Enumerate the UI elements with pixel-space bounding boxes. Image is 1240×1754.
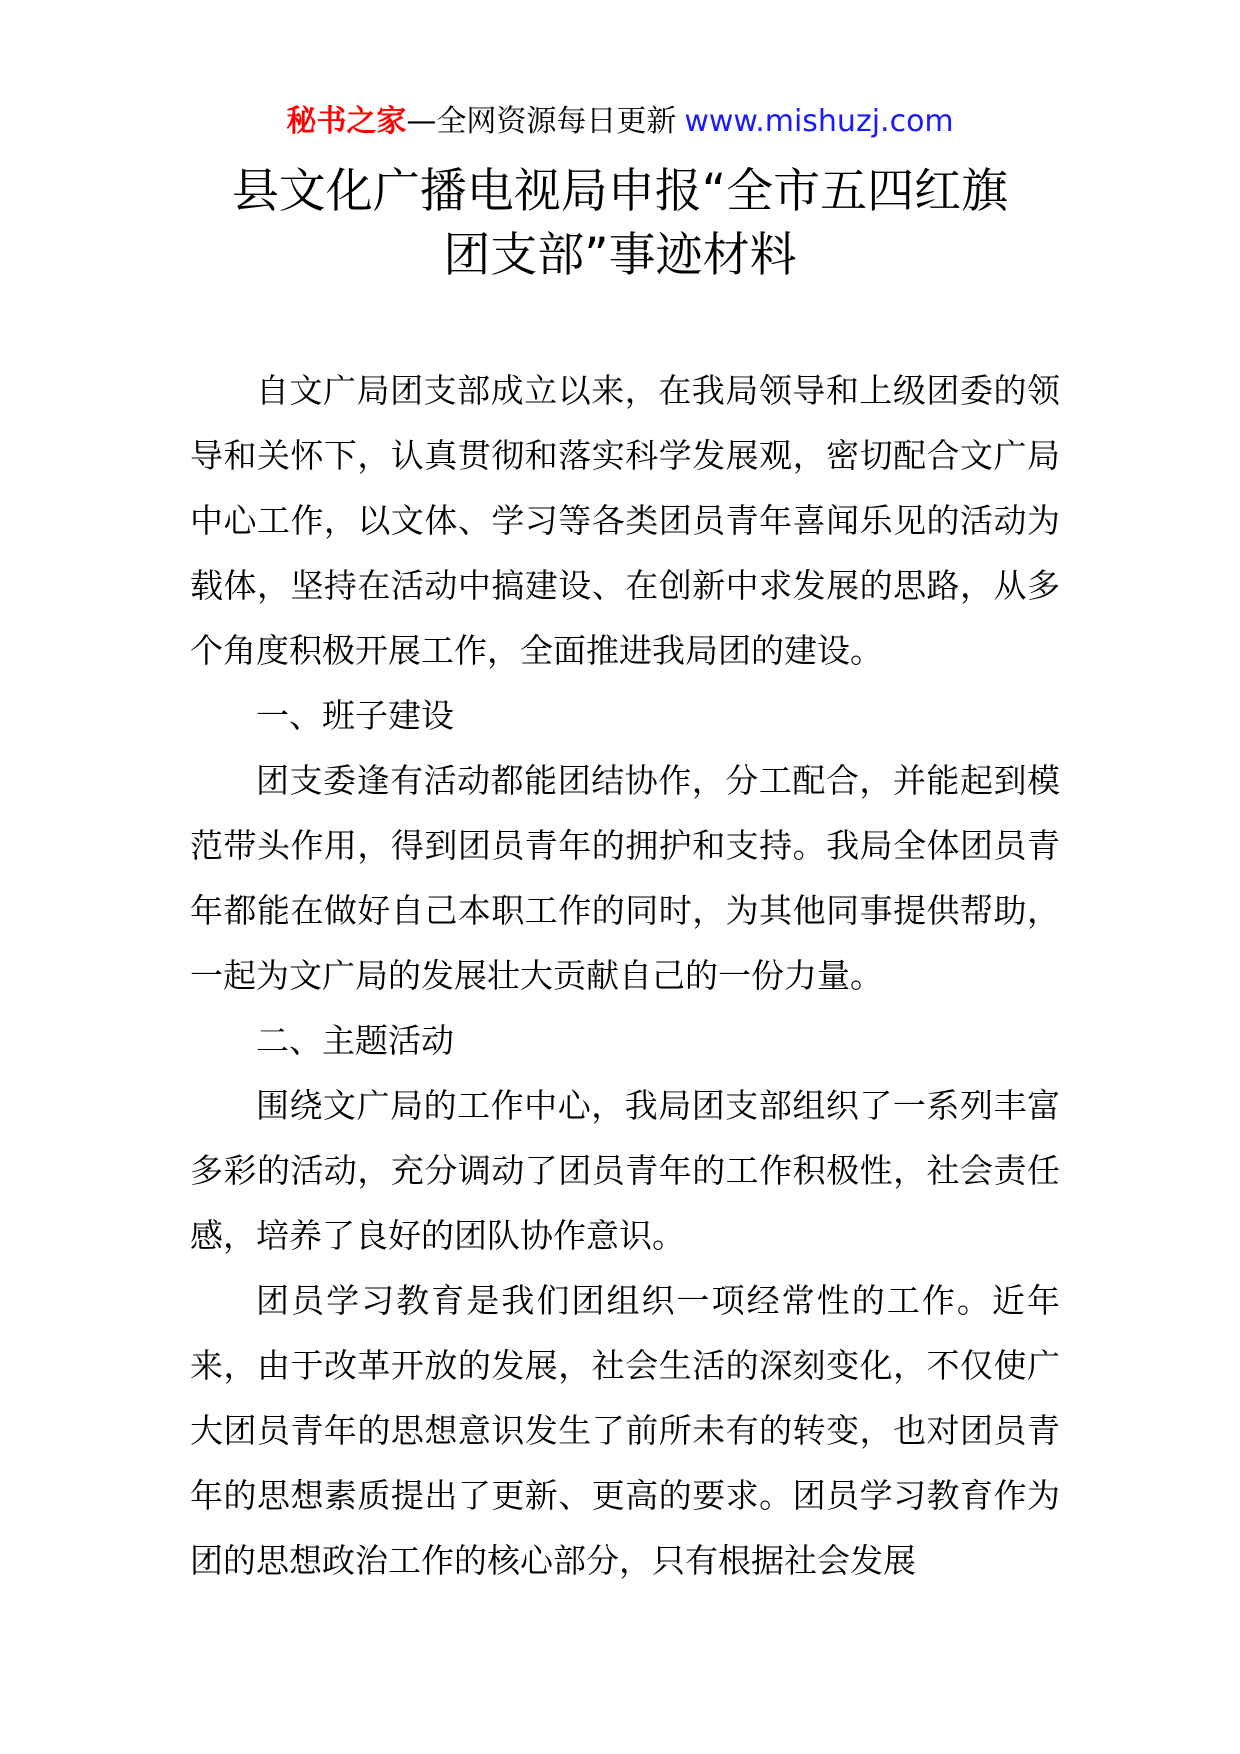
section-heading-activities: 二、主题活动	[256, 1021, 454, 1060]
intro-paragraph: 自文广局团支部成立以来，在我局领导和上级团委的领导和关怀下，认真贯彻和落实科学发展观，密切配合文广局中心工作，以文体、学习等各类团员青年喜闻乐见的活动为载体，坚持在活动中搞建设、在创新中求发展的思路，从多个角度积极开展工作，全面推进我局团的建设。	[190, 371, 1060, 670]
brand-name: 秘书之家	[286, 104, 407, 139]
site-url-link[interactable]: www.mishuzj.com	[684, 104, 954, 139]
document-body	[190, 358, 1060, 1593]
leadership-paragraph: 团支委逢有活动都能团结协作，分工配合，并能起到模范带头作用，得到团员青年的拥护和支持。我局全体团员青年都能在做好自己本职工作的同时，为其他同事提供帮助，一起为文广局的发展壮大贡献自己的一份力量。	[190, 761, 1060, 995]
section-heading-leadership: 一、班子建设	[256, 696, 454, 735]
document-title	[0, 160, 1240, 288]
site-header	[0, 102, 1240, 142]
title-line-2: 团支部”事迹材料	[443, 228, 797, 283]
education-paragraph: 团员学习教育是我们团组织一项经常性的工作。近年来，由于改革开放的发展，社会生活的深刻变化，不仅使广大团员青年的思想意识发生了前所未有的转变，也对团员青年的思想素质提出了更新、更高的要求。团员学习教育作为团的思想政治工作的核心部分，只有根据社会发展	[190, 1281, 1060, 1580]
title-line-1: 县文化广播电视局申报“全市五四红旗	[231, 164, 1009, 219]
header-tagline: —全网资源每日更新	[406, 104, 677, 139]
activities-paragraph: 围绕文广局的工作中心，我局团支部组织了一系列丰富多彩的活动，充分调动了团员青年的工作积极性，社会责任感，培养了良好的团队协作意识。	[190, 1086, 1060, 1255]
